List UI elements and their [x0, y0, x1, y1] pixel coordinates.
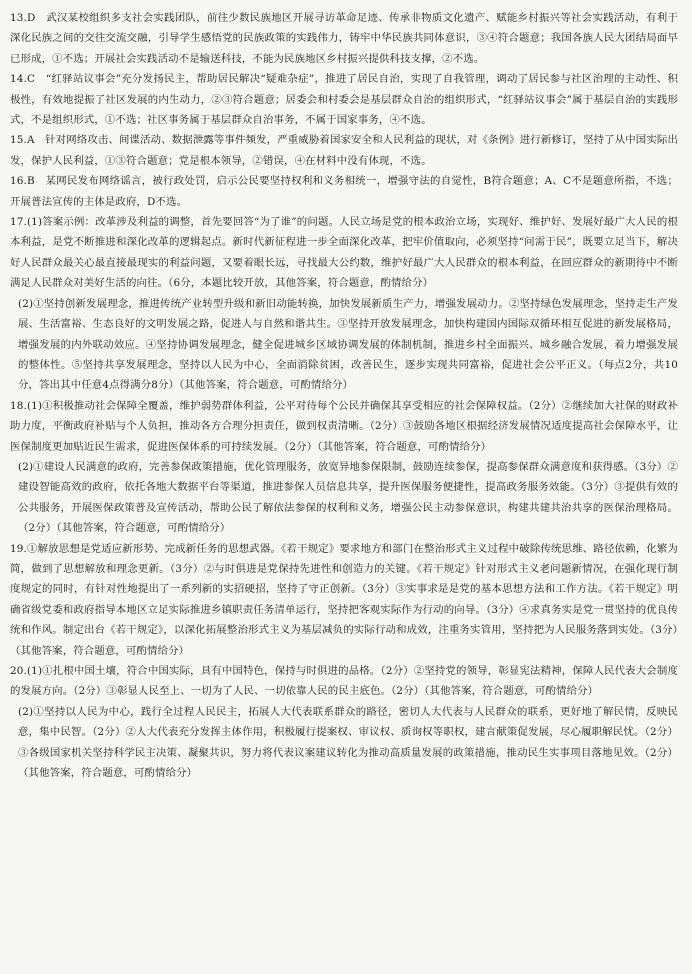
answer-20-part-2: (2)①坚持以人民为中心，践行全过程人民民主，拓展人大代表联系群众的路径，密切人大代表与人民群众的联系，更好地了解民情，反映民意，集中民智。（2分）②人大代表充分发挥主体作用，积极履行提案权、审议权、质询权等职权，建言献策促发展，尽心履职解民忧。（2分）③各级国家机关坚持科学民主决策、凝聚共识，努力将代表议案建议转化为推动高质量发展的政策措施，推动民生实事项目落地见效。（2分）（其他答案，符合题意，可酌情给分） — [18, 705, 678, 780]
answer-17-part-1: 17.(1)答案示例：改革涉及利益的调整，首先要回答“为了谁”的问题。人民立场是党的根本政治立场，实现好、维护好、发展好最广大人民的根本利益，是党不断推进和深化改革的逻辑起点。新时代新征程进一步全面深化改革，把牢价值取向，必须坚持“问需于民”，既要立足当下，解决好人民群众最关心最直接最现实的利益问题，又要着眼长远，寻找最大公约数，维护好最广大人民群众的根本利益，在回应群众的新期待中不断满足人民群众对美好生活的向往。（6分，本题比较开放，其他答案，符合题意，酌情给分） — [10, 216, 678, 290]
answer-15: 15.A 针对网络攻击、间谍活动、数据泄露等事件频发，严重威胁着国家安全和人民利益的现状，对《条例》进行新修订，坚持了从中国实际出发，保护人民利益，①③符合题意；党是根本领导，②错误，④在材料中没有体现，不选。 — [10, 134, 678, 167]
answer-13: 13.D 武汉某校组织多支社会实践团队，前往少数民族地区开展寻访革命足迹、传承非物质文化遗产、赋能乡村振兴等社会实践活动，有利于深化民族之间的交往交流交融，引导学生感悟党的民族政策的实践伟力，铸牢中华民族共同体意识，③④符合题意；我国各族人民大团结局面早已形成，①不选；开展社会实践活动不是输送科技，不能为民族地区乡村振兴提供科技支撑，②不选。 — [10, 12, 678, 65]
answer-16: 16.B 某网民发布网络谣言，被行政处罚，启示公民要坚持权利和义务相统一，增强守法的自觉性，B符合题意；A、C不是题意所指，不选；开展普法宣传的主体是政府，D不选。 — [10, 175, 678, 208]
answer-19: 19.①解放思想是党适应新形势、完成新任务的思想武器。《若干规定》要求地方和部门在整治形式主义过程中破除传统思维、路径依赖，化繁为简，做到了思想解放和理念更新。（3分）②与时俱进是党保持先进性和创造力的关键。《若干规定》针对形式主义老问题新情况，在强化现行制度规定的同时，有针对性地提出了一系列新的实招硬招，坚持了守正创新。（3分）③实事求是是党的基本思想方法和工作方法。《若干规定》明确省级党委和政府指导本地区立足实际推进乡镇职责任务清单运行，坚持把客观实际作为行动的向导。（3分）④求真务实是党一贯坚持的优良传统和作风。制定出台《若干规定》，以深化拓展整治形式主义为基层减负的实际行动和成效，注重务实管用，坚持把为人民服务落到实处。（3分）（其他答案，符合题意，可酌情给分） — [10, 542, 678, 657]
answer-18-part-2: (2)①建设人民满意的政府，完善参保政策措施，优化管理服务，放宽异地参保限制，鼓励连续参保，提高参保群众满意度和获得感。（3分）②建设智能高效的政府，依托各地大数据平台等渠道，推进参保人员信息共享，提升医保服务便捷性，提高政务服务效能。（3分）③提供有效的公共服务，开展医保政策普及宣传活动，帮助公民了解依法参保的权利和义务，增强公民主动参保意识，构建共建共治共享的医保治理格局。（2分）（其他答案，符合题意，可酌情给分） — [18, 460, 678, 535]
answer-17-part-2: (2)①坚持创新发展理念，推进传统产业转型升级和新旧动能转换，加快发展新质生产力，增强发展动力。②坚持绿色发展理念，坚持走生产发展、生活富裕、生态良好的文明发展之路，促进人与自然和谐共生。③坚持开放发展理念，加快构建国内国际双循环相互促进的新发展格局，增强发展的内外联动效应。④坚持协调发展理念，健全促进城乡区域协调发展的体制机制，推进乡村全面振兴、城乡融合发展，着力增强发展的整体性。⑤坚持共享发展理念，坚持以人民为中心，全面消除贫困，改善民生，逐步实现共同富裕，促进社会公平正义。（每点2分，共10分，答出其中任意4点得满分8分）（其他答案，符合题意，可酌情给分） — [18, 297, 678, 392]
answer-14: 14.C “红驿站议事会”充分发扬民主，帮助居民解决“疑难杂症”，推进了居民自治，实现了自我管理，调动了居民参与社区治理的主动性、积极性，有效地提振了社区发展的内生动力，②③符合题意；居委会和村委会是基层群众自治的组织形式，“红驿站议事会”属于基层自治的实践形式，不是组织形式，①不选；社区事务属于基层群众自治事务，不属于国家事务，④不选。 — [10, 73, 678, 127]
answer-20-part-1: 20.(1)①扎根中国土壤，符合中国实际，具有中国特色，保持与时俱进的品格。（2分）②坚持党的领导，彰显宪法精神，保障人民代表大会制度的发展方向。（2分）③彰显人民至上、一切为了人民、一切依靠人民的民主底色。（2分）（其他答案，符合题意，可酌情给分） — [10, 665, 678, 698]
answer-18-part-1: 18.(1)①积极推动社会保障全覆盖，维护弱势群体利益，公平对待每个公民并确保其享受相应的社会保障权益。（2分）②继续加大社保的财政补助力度，平衡政府补贴与个人负担，推动各方合理分担责任，做到权责清晰。（2分）③鼓励各地区根据经济发展情况适度提高社会保障水平，让医保制度更加贴近民生需求，促进医保体系的可持续发展。（2分）（其他答案，符合题意，可酌情给分） — [10, 399, 678, 453]
